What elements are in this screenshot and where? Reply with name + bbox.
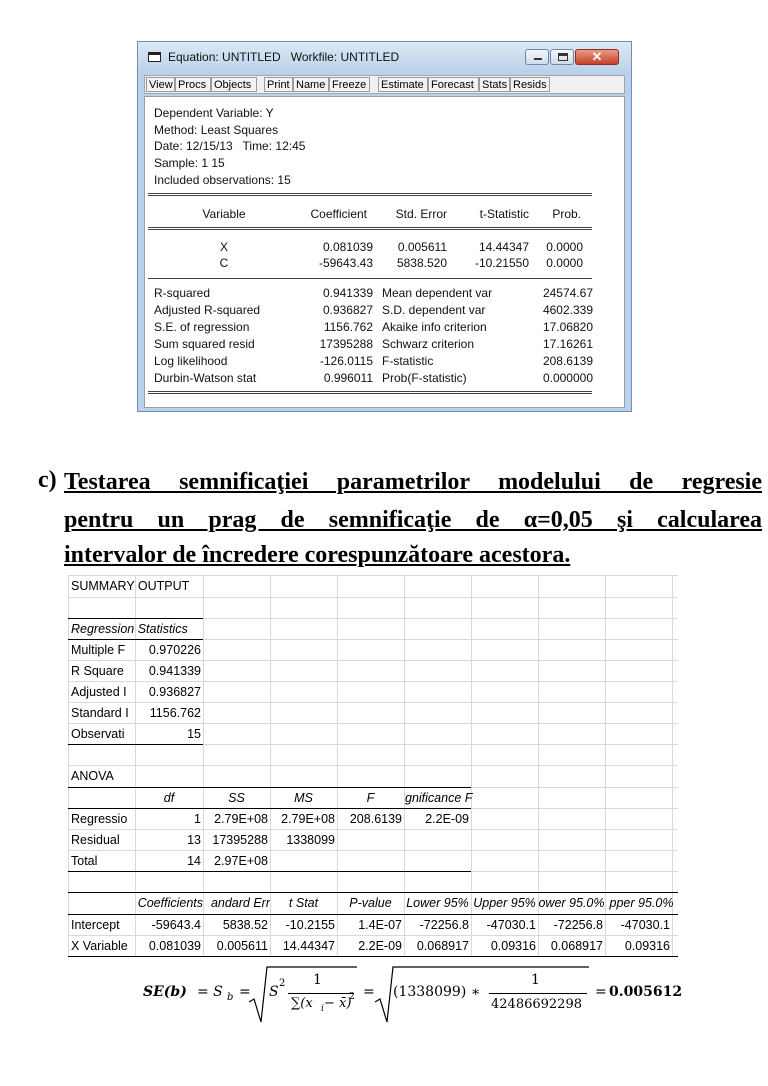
- stat-label: Sum squared resid: [154, 337, 255, 351]
- coef-header: t Stat: [288, 896, 319, 910]
- stat-value: 17.16261: [542, 337, 593, 351]
- anova-cell: 1338099: [286, 833, 335, 847]
- method-line: Method: Least Squares: [154, 123, 279, 137]
- coef-cell: -72256.8: [419, 918, 469, 932]
- stat-label: Schwarz criterion: [382, 337, 475, 351]
- coef-cell: C: [219, 256, 229, 270]
- minimize-button[interactable]: [525, 49, 549, 65]
- formula-den-2: 42486692298: [491, 997, 582, 1012]
- reg-stat-label: Standard I: [71, 706, 129, 720]
- coef-cell: X Variable: [71, 939, 128, 953]
- formula-eq: =: [595, 984, 607, 1000]
- stat-label: Log likelihood: [154, 354, 228, 368]
- anova-cell: 2.2E-09: [425, 812, 469, 826]
- coef-cell: -72256.8: [553, 918, 603, 932]
- anova-cell: 208.6139: [349, 812, 402, 826]
- anova-header: gnificance F: [405, 791, 473, 805]
- coef-cell: 0.0000: [546, 240, 583, 254]
- coef-header: andard Err: [210, 896, 270, 910]
- coef-cell: -47030.1: [486, 918, 536, 932]
- dependent-variable-line: Dependent Variable: Y: [154, 106, 274, 120]
- stat-label: S.D. dependent var: [382, 303, 486, 317]
- coef-header: P-value: [349, 896, 392, 910]
- stat-label: R-squared: [154, 286, 211, 300]
- heading-line-3: intervalor de încredere corespunzătoare acestora.: [64, 542, 571, 568]
- estimation-output: [144, 96, 625, 408]
- coef-cell: 0.09316: [490, 939, 536, 953]
- window-title: Equation: UNTITLED Workfile: UNTITLED: [168, 50, 400, 64]
- col-t-statistic: t-Statistic: [479, 207, 529, 221]
- formula-num-2: 1: [531, 972, 540, 988]
- coef-cell: Intercept: [71, 918, 120, 932]
- stat-value: -126.0115: [319, 354, 373, 368]
- sqrt-icon: [247, 964, 359, 1024]
- stat-label: S.E. of regression: [154, 320, 250, 334]
- anova-header: MS: [294, 791, 313, 805]
- col-variable: Variable: [202, 207, 246, 221]
- excel-summary-output: [68, 575, 678, 957]
- toolbar-stats-button[interactable]: Stats: [479, 77, 510, 92]
- formula-eq-sb: = S: [197, 984, 223, 1000]
- date-line: Date: 12/15/13 Time: 12:45: [154, 139, 306, 153]
- reg-stat-label: Observati: [71, 727, 125, 741]
- maximize-button[interactable]: [550, 49, 574, 65]
- anova-title: ANOVA: [71, 769, 114, 783]
- reg-stat-value: 1156.762: [149, 706, 201, 720]
- coef-cell: 2.2E-09: [358, 939, 402, 953]
- anova-cell: 1: [194, 812, 201, 826]
- coef-cell: -10.2155: [285, 918, 335, 932]
- reg-stat-label: R Square: [71, 664, 124, 678]
- formula-lhs: SE(b): [143, 984, 187, 1000]
- toolbar-forecast-button[interactable]: Forecast: [428, 77, 479, 92]
- toolbar-objects-button[interactable]: Objects: [211, 77, 257, 92]
- stat-value: 0.936827: [322, 303, 373, 317]
- toolbar-view-button[interactable]: View: [146, 77, 175, 92]
- reg-stat-value: 0.936827: [148, 685, 201, 699]
- coef-cell: 5838.52: [222, 918, 268, 932]
- stat-label: Prob(F-statistic): [382, 371, 467, 385]
- anova-cell: Regressio: [71, 812, 128, 826]
- fraction-bar: [489, 993, 587, 994]
- col-prob: Prob.: [552, 207, 581, 221]
- formula-eq: =: [363, 984, 375, 1000]
- col-std-error: Std. Error: [395, 207, 447, 221]
- toolbar-procs-button[interactable]: Procs: [175, 77, 211, 92]
- window-titlebar[interactable]: [138, 42, 631, 72]
- coef-cell: 5838.520: [396, 256, 447, 270]
- coef-cell: X: [219, 240, 228, 254]
- maximize-icon: [558, 53, 568, 61]
- coef-cell: 14.44347: [282, 939, 335, 953]
- formula-den-1: ∑(x: [291, 996, 313, 1011]
- coef-cell: 0.081039: [148, 939, 201, 953]
- coef-cell: 0.068917: [416, 939, 469, 953]
- coef-cell: 1.4E-07: [358, 918, 402, 932]
- anova-cell: 13: [187, 833, 201, 847]
- sample-line: Sample: 1 15: [154, 156, 225, 170]
- coef-cell: -59643.43: [318, 256, 373, 270]
- toolbar-name-button[interactable]: Name: [293, 77, 329, 92]
- coef-cell: 0.09316: [624, 939, 670, 953]
- anova-cell: 14: [187, 854, 201, 868]
- coef-header: Upper 95%: [473, 896, 536, 910]
- coef-cell: 0.005611: [216, 939, 268, 953]
- formula-s: S: [269, 984, 279, 1000]
- anova-cell: 2.97E+08: [214, 854, 268, 868]
- reg-stat-label: Multiple F: [71, 643, 126, 657]
- coef-header: Coefficients: [137, 896, 203, 910]
- anova-cell: 2.79E+08: [214, 812, 268, 826]
- coef-header: ower 95.0%: [538, 896, 605, 910]
- stat-label: F-statistic: [382, 354, 434, 368]
- eviews-toolbar: [144, 75, 625, 94]
- toolbar-freeze-button[interactable]: Freeze: [329, 77, 370, 92]
- section-label: c): [38, 467, 57, 493]
- double-rule: [148, 391, 592, 394]
- stat-label: Akaike info criterion: [382, 320, 487, 334]
- coef-cell: -47030.1: [620, 918, 670, 932]
- coef-cell: 0.0000: [546, 256, 583, 270]
- minimize-icon: [534, 58, 542, 60]
- stat-value: 0.996011: [323, 371, 373, 385]
- formula-num-1: 1: [313, 972, 322, 988]
- formula-den-tail: − x̄): [324, 996, 352, 1011]
- anova-cell: Residual: [71, 833, 120, 847]
- coef-cell: 0.005611: [397, 240, 447, 254]
- stat-value: 17395288: [319, 337, 373, 351]
- window-icon: [148, 52, 161, 62]
- coef-cell: -10.21550: [474, 256, 529, 270]
- standard-error-formula: [135, 962, 695, 1026]
- anova-cell: 2.79E+08: [281, 812, 335, 826]
- reg-stat-label: Adjusted I: [71, 685, 127, 699]
- stat-label: Mean dependent var: [382, 286, 493, 300]
- formula-den-sub: i: [321, 1004, 324, 1014]
- stat-value: 0.000000: [542, 371, 593, 385]
- eviews-equation-window: [137, 41, 632, 412]
- stat-value: 0.941339: [322, 286, 373, 300]
- single-rule: [148, 278, 592, 279]
- anova-header: SS: [228, 791, 245, 805]
- stat-label: Adjusted R-squared: [154, 303, 261, 317]
- double-rule: [148, 193, 592, 196]
- formula-den-sup: 2: [349, 992, 355, 1002]
- double-rule: [148, 227, 592, 230]
- stat-value: 17.06820: [542, 320, 593, 334]
- formula-result: 0.005612: [609, 984, 683, 1000]
- coef-cell: 0.081039: [322, 240, 373, 254]
- toolbar-estimate-button[interactable]: Estimate: [378, 77, 428, 92]
- stat-value: 4602.339: [542, 303, 593, 317]
- formula-sub-b: b: [227, 992, 234, 1003]
- coef-cell: 0.068917: [550, 939, 603, 953]
- stat-label: Durbin-Watson stat: [154, 371, 257, 385]
- observations-line: Included observations: 15: [154, 173, 291, 187]
- stat-value: 208.6139: [542, 354, 593, 368]
- heading-line-1: Testarea semnificaţiei parametrilor modelului de regresie: [64, 469, 762, 495]
- col-coefficient: Coefficient: [310, 207, 367, 221]
- coef-header: Lower 95%: [406, 896, 469, 910]
- anova-header: F: [366, 791, 375, 805]
- reg-stat-value: 15: [187, 727, 201, 741]
- anova-header: df: [163, 791, 175, 805]
- toolbar-resids-button[interactable]: Resids: [510, 77, 550, 92]
- stat-value: 1156.762: [323, 320, 373, 334]
- reg-stat-value: 0.941339: [148, 664, 201, 678]
- heading-line-2: pentru un prag de semnificaţie de α=0,05 şi calcularea: [64, 507, 762, 533]
- coef-cell: 14.44347: [478, 240, 529, 254]
- regression-statistics-title: Regression Statistics: [71, 622, 188, 636]
- close-button[interactable]: [575, 49, 619, 65]
- stat-value: 24574.67: [542, 286, 593, 300]
- close-icon: ✕: [591, 49, 603, 64]
- summary-output-title: SUMMARY OUTPUT: [71, 579, 190, 593]
- reg-stat-value: 0.970226: [148, 643, 201, 657]
- toolbar-print-button[interactable]: Print: [264, 77, 293, 92]
- coef-header: pper 95.0%: [609, 896, 674, 910]
- anova-cell: 17395288: [212, 833, 268, 847]
- formula-sup-2: 2: [279, 978, 286, 989]
- fraction-bar: [288, 993, 354, 994]
- formula-eq: =: [239, 984, 251, 1000]
- formula-mse: (1338099) ∗: [393, 984, 481, 1000]
- anova-cell: Total: [71, 854, 98, 868]
- coef-cell: -59643.4: [151, 918, 201, 932]
